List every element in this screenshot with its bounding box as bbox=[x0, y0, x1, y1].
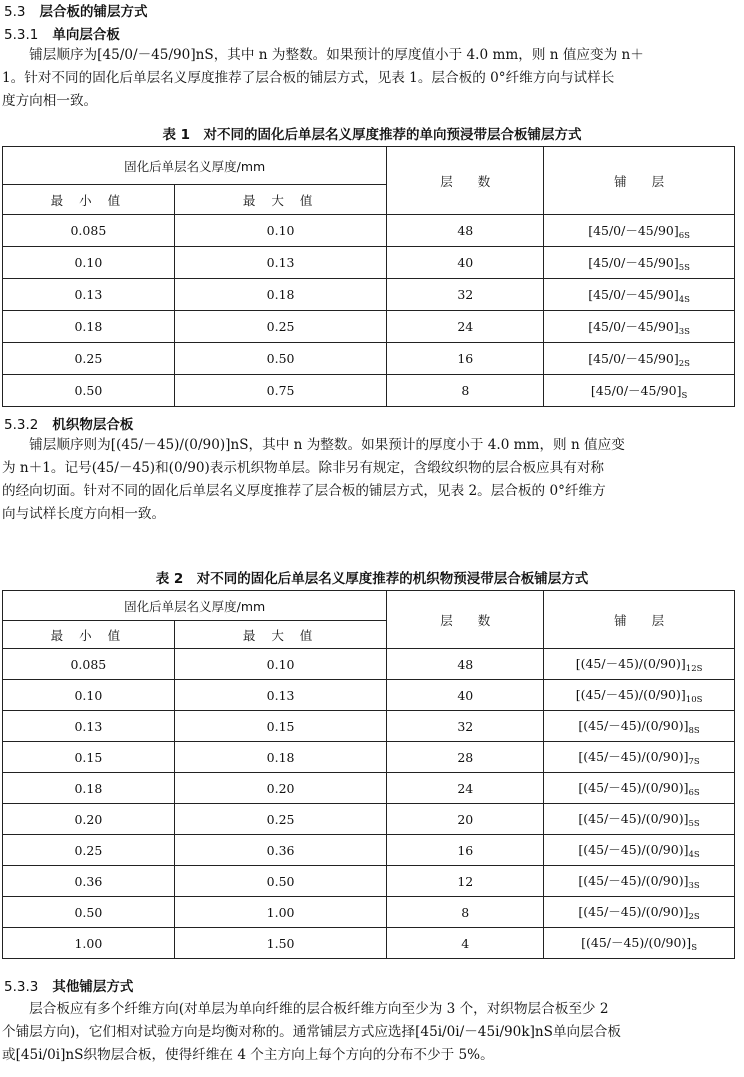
cell-max: 0.25 bbox=[174, 804, 387, 835]
cell-layers: 32 bbox=[387, 279, 544, 311]
cell-max: 0.20 bbox=[174, 773, 387, 804]
table-row bbox=[3, 835, 735, 866]
layup-subscript: 8S bbox=[688, 726, 700, 736]
cell-max: 0.50 bbox=[174, 866, 387, 897]
layup-sequence: [45/0/－45/90] bbox=[588, 254, 679, 270]
cell-layers: 8 bbox=[387, 897, 544, 928]
cell-layers: 40 bbox=[387, 247, 544, 279]
cell-layers: 8 bbox=[387, 375, 544, 407]
table-2-header-max: 最 大 值 bbox=[174, 621, 387, 649]
table-2-group-header: 固化后单层名义厚度/mm bbox=[3, 591, 387, 621]
table-1-group-header: 固化后单层名义厚度/mm bbox=[3, 147, 387, 185]
cell-max: 0.10 bbox=[174, 215, 387, 247]
table-row bbox=[3, 897, 735, 928]
cell-min: 0.20 bbox=[3, 804, 175, 835]
cell-max: 1.00 bbox=[174, 897, 387, 928]
layup-subscript: 12S bbox=[685, 664, 703, 674]
layup-subscript: 2S bbox=[678, 358, 690, 369]
cell-layup bbox=[544, 375, 735, 407]
layup-subscript: 10S bbox=[685, 695, 703, 705]
cell-max: 0.13 bbox=[174, 680, 387, 711]
table-1-header-min: 最 小 值 bbox=[3, 185, 175, 215]
layup-sequence: [(45/－45)/(0/90)] bbox=[578, 811, 689, 826]
layup-subscript: 6S bbox=[688, 788, 700, 798]
cell-layup bbox=[544, 711, 735, 742]
section-heading-5-3-2: 5.3.2 机织物层合板 bbox=[4, 417, 134, 433]
cell-layers: 24 bbox=[387, 773, 544, 804]
layup-sequence: [45/0/－45/90] bbox=[588, 350, 679, 366]
table-2 bbox=[2, 590, 735, 959]
table-1-header-max: 最 大 值 bbox=[174, 185, 387, 215]
section-heading-5-3-3: 5.3.3 其他铺层方式 bbox=[4, 979, 134, 995]
cell-layup bbox=[544, 215, 735, 247]
table-row bbox=[3, 649, 735, 680]
cell-max: 0.25 bbox=[174, 311, 387, 343]
cell-min: 1.00 bbox=[3, 928, 175, 959]
cell-max: 0.15 bbox=[174, 711, 387, 742]
cell-layers: 16 bbox=[387, 343, 544, 375]
table-2-header-min: 最 小 值 bbox=[3, 621, 175, 649]
cell-layup bbox=[544, 804, 735, 835]
table-2-header-layup: 铺 层 bbox=[544, 591, 735, 649]
cell-max: 0.13 bbox=[174, 247, 387, 279]
cell-min: 0.50 bbox=[3, 375, 175, 407]
table-row bbox=[3, 711, 735, 742]
paragraph-other-layups: 层合板应有多个纤维方向(对单层为单向纤维的层合板纤维方向至少为 3 个，对织物层合板至少 2 个铺层方向)，它们相对试验方向是均衡对称的。通常铺层方式应选择[45i/0i/－45i/90k]nS单向层合板 或[45i/0i]nS织物层合板，使得纤维在 4 个主方向上每个方向的分布不少于 5%。 bbox=[2, 1001, 621, 1063]
cell-max: 1.50 bbox=[174, 928, 387, 959]
table-row bbox=[3, 247, 735, 279]
table-2-header-layers: 层 数 bbox=[387, 591, 544, 649]
layup-sequence: [45/0/－45/90] bbox=[590, 382, 682, 398]
cell-layers: 48 bbox=[387, 215, 544, 247]
section-heading-5-3-1: 5.3.1 单向层合板 bbox=[4, 27, 120, 43]
cell-min: 0.25 bbox=[3, 835, 175, 866]
layup-sequence: [(45/－45)/(0/90)] bbox=[581, 935, 692, 950]
cell-layup bbox=[544, 311, 735, 343]
layup-subscript: S bbox=[681, 390, 688, 401]
cell-layup bbox=[544, 343, 735, 375]
cell-layup bbox=[544, 835, 735, 866]
table-row bbox=[3, 680, 735, 711]
cell-layup bbox=[544, 928, 735, 959]
layup-sequence: [(45/－45)/(0/90)] bbox=[575, 687, 686, 702]
cell-layup bbox=[544, 773, 735, 804]
table-1-header-layup: 铺 层 bbox=[544, 147, 735, 215]
table-row bbox=[3, 375, 735, 407]
cell-min: 0.10 bbox=[3, 247, 175, 279]
table-row bbox=[3, 279, 735, 311]
cell-layers: 40 bbox=[387, 680, 544, 711]
table-row bbox=[3, 773, 735, 804]
cell-layup bbox=[544, 247, 735, 279]
cell-layers: 20 bbox=[387, 804, 544, 835]
paragraph-unidirectional: 铺层顺序为[45/0/－45/90]nS，其中 n 为整数。如果预计的厚度值小于 4.0 mm，则 n 值应变为 n＋ 1。针对不同的固化后单层名义厚度推荐了层合板的铺层方式，见表 1。层合板的 0°纤维方向与试样长 度方向相一致。 bbox=[2, 47, 644, 109]
layup-subscript: S bbox=[691, 943, 698, 953]
table-row bbox=[3, 866, 735, 897]
cell-layers: 12 bbox=[387, 866, 544, 897]
cell-max: 0.36 bbox=[174, 835, 387, 866]
cell-layup bbox=[544, 742, 735, 773]
cell-layup bbox=[544, 279, 735, 311]
layup-subscript: 5S bbox=[678, 262, 690, 273]
layup-sequence: [(45/－45)/(0/90)] bbox=[578, 749, 689, 764]
table-row bbox=[3, 311, 735, 343]
cell-min: 0.13 bbox=[3, 279, 175, 311]
cell-min: 0.085 bbox=[3, 649, 175, 680]
table-1-caption: 表 1 对不同的固化后单层名义厚度推荐的单向预浸带层合板铺层方式 bbox=[162, 127, 582, 143]
layup-sequence: [(45/－45)/(0/90)] bbox=[578, 842, 689, 857]
layup-sequence: [(45/－45)/(0/90)] bbox=[578, 873, 689, 888]
cell-layup bbox=[544, 649, 735, 680]
cell-min: 0.36 bbox=[3, 866, 175, 897]
layup-subscript: 2S bbox=[688, 912, 700, 922]
layup-subscript: 6S bbox=[678, 230, 690, 241]
cell-layers: 16 bbox=[387, 835, 544, 866]
section-heading-5-3: 5.3 层合板的铺层方式 bbox=[4, 4, 148, 20]
layup-subscript: 7S bbox=[688, 757, 700, 767]
cell-min: 0.18 bbox=[3, 773, 175, 804]
layup-subscript: 4S bbox=[688, 850, 700, 860]
cell-layers: 48 bbox=[387, 649, 544, 680]
cell-layers: 28 bbox=[387, 742, 544, 773]
cell-layers: 32 bbox=[387, 711, 544, 742]
layup-sequence: [(45/－45)/(0/90)] bbox=[578, 780, 689, 795]
layup-subscript: 3S bbox=[678, 326, 690, 337]
layup-sequence: [(45/－45)/(0/90)] bbox=[578, 904, 689, 919]
table-row bbox=[3, 928, 735, 959]
paragraph-woven: 铺层顺序则为[(45/－45)/(0/90)]nS，其中 n 为整数。如果预计的厚度小于 4.0 mm，则 n 值应变 为 n＋1。记号(45/－45)和(0/90)表示机织物单层。除非另有规定，含缎纹织物的层合板应具有对称 的经向切面。针对不同的固化后单层名义厚度推荐了层合板的铺层方式，见表 2。层合板的 0°纤维方 向与试样长度方向相一致。 bbox=[2, 437, 625, 522]
table-row bbox=[3, 742, 735, 773]
layup-sequence: [45/0/－45/90] bbox=[588, 318, 679, 334]
cell-max: 0.18 bbox=[174, 279, 387, 311]
layup-sequence: [(45/－45)/(0/90)] bbox=[578, 718, 689, 733]
cell-layers: 4 bbox=[387, 928, 544, 959]
table-row bbox=[3, 343, 735, 375]
cell-max: 0.10 bbox=[174, 649, 387, 680]
cell-min: 0.15 bbox=[3, 742, 175, 773]
table-1-header-layers: 层 数 bbox=[387, 147, 544, 215]
layup-sequence: [45/0/－45/90] bbox=[588, 286, 679, 302]
cell-min: 0.13 bbox=[3, 711, 175, 742]
layup-sequence: [(45/－45)/(0/90)] bbox=[575, 656, 686, 671]
table-row bbox=[3, 215, 735, 247]
cell-layup bbox=[544, 897, 735, 928]
table-1-body bbox=[3, 215, 735, 407]
cell-max: 0.75 bbox=[174, 375, 387, 407]
cell-min: 0.50 bbox=[3, 897, 175, 928]
cell-layup bbox=[544, 866, 735, 897]
cell-layers: 24 bbox=[387, 311, 544, 343]
table-1 bbox=[2, 146, 735, 407]
table-2-body bbox=[3, 649, 735, 959]
cell-max: 0.50 bbox=[174, 343, 387, 375]
layup-sequence: [45/0/－45/90] bbox=[588, 222, 679, 238]
cell-min: 0.10 bbox=[3, 680, 175, 711]
cell-min: 0.18 bbox=[3, 311, 175, 343]
layup-subscript: 5S bbox=[688, 819, 700, 829]
cell-min: 0.25 bbox=[3, 343, 175, 375]
layup-subscript: 3S bbox=[688, 881, 700, 891]
cell-layup bbox=[544, 680, 735, 711]
table-2-caption: 表 2 对不同的固化后单层名义厚度推荐的机织物预浸带层合板铺层方式 bbox=[155, 571, 589, 587]
cell-max: 0.18 bbox=[174, 742, 387, 773]
table-row bbox=[3, 804, 735, 835]
layup-subscript: 4S bbox=[678, 294, 690, 305]
cell-min: 0.085 bbox=[3, 215, 175, 247]
